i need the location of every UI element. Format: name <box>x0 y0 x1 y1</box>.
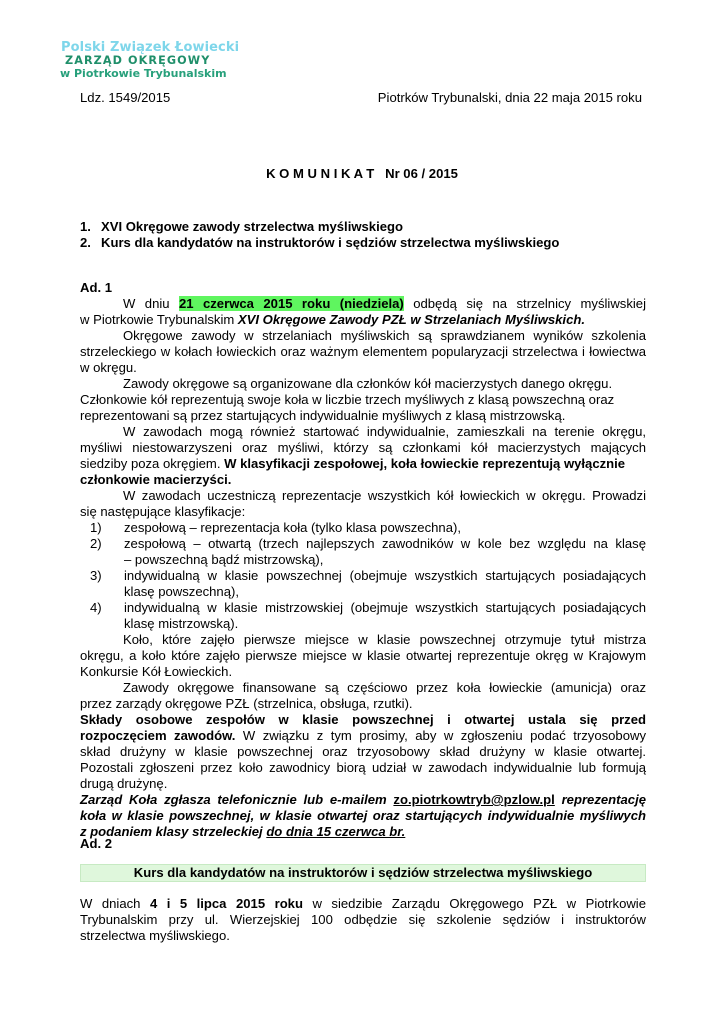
ad1-p5-line1: W zawodach uczestniczą reprezentacje wszystkich kół łowieckich w okręgu. Prowadzi <box>123 488 646 503</box>
page-title: K O M U N I K A T Nr 06 / 2015 <box>266 166 458 181</box>
event-date: 21 czerwca 2015 roku (niedziela) <box>178 296 404 311</box>
ad1-p6-line3: Konkursie Kół Łowieckich. <box>80 664 233 679</box>
ad1-p9-line2: koła w klasie powszechnej, w klasie otwartej oraz startujących indywidualnie myśliwych <box>80 808 646 823</box>
topic-1-text: XVI Okręgowe zawody strzelectwa myśliwskiego <box>101 219 404 234</box>
ad1-p3-line1: Zawody okręgowe są organizowane dla członków kół macierzystych danego okręgu. <box>123 376 613 391</box>
ad2-heading: Ad. 2 <box>80 836 113 851</box>
class-2-text-cont: – powszechną bądź mistrzowską), <box>124 552 324 567</box>
class-2-number: 2) <box>90 536 102 551</box>
ad1-p3-line3: reprezentowani są przez startujących indywidualnie myśliwych z klasą mistrzowską. <box>80 408 566 423</box>
ad1-p4-line3: siedziby poza okręgiem. W klasyfikacji zespołowej, koła łowieckie reprezentują wyłącznie <box>80 456 626 471</box>
class-4-number: 4) <box>90 600 102 615</box>
ad1-p4-line4: członkowie macierzyści. <box>80 472 232 487</box>
class-1-text: zespołową – reprezentacja koła (tylko klasa powszechna), <box>124 520 461 535</box>
ad1-p5-line2: się następujące klasyfikacje: <box>80 504 246 519</box>
ad1-p8-line4: Pozostali zgłoszeni przez koło zawodnicy biorą udział w zawodach indywidualnie lub formują <box>80 760 646 775</box>
ad1-p8-line2: rozpoczęciem zawodów. W związku z tym prosimy, aby w zgłoszeniu podać trzyosobowy <box>80 728 647 743</box>
ad1-heading: Ad. 1 <box>80 280 113 295</box>
ad1-p6-line2: okręgu, a koło które zajęło pierwsze miejsce w klasie otwartej reprezentuje okręg w Krajowym <box>80 648 646 663</box>
class-4-text-cont: klasę mistrzowską). <box>124 616 239 631</box>
topic-2-text: Kurs dla kandydatów na instruktorów i sędziów strzelectwa myśliwskiego <box>101 235 560 250</box>
ad1-p1-line1: W dniu 21 czerwca 2015 roku (niedziela) odbędą się na strzelnicy myśliwskiej <box>123 296 646 311</box>
place-date: Piotrków Trybunalski, dnia 22 maja 2015 roku <box>377 90 642 105</box>
ad1-p9-line1: Zarząd Koła zgłasza telefonicznie lub e-mailem zo.piotrkowtryb@pzlow.pl reprezentację <box>80 792 646 807</box>
class-4-text: indywidualną w klasie mistrzowskiej (obejmuje wszystkich startujących posiadających <box>124 600 646 615</box>
class-2-text: zespołową – otwartą (trzech najlepszych zawodników w kole bez względu na klasę <box>124 536 646 551</box>
class-3-text: indywidualną w klasie powszechnej (obejmuje wszystkich startujących posiadających <box>124 568 646 583</box>
class-3-number: 3) <box>90 568 102 583</box>
class-3-text-cont: klasę powszechną), <box>124 584 239 599</box>
ad2-line2: Trybunalskim przy ul. Wierzejskiej 100 odbędzie się szkolenie sędziów i instruktorów <box>80 912 646 927</box>
ad1-p1-line2: w Piotrkowie Trybunalskim XVI Okręgowe Zawody PZŁ w Strzelaniach Myśliwskich. <box>80 312 585 327</box>
logo-line-2: ZARZĄD OKRĘGOWY <box>65 54 211 67</box>
class-1-number: 1) <box>90 520 102 535</box>
ad1-p7-line2: przez zarządy okręgowe PZŁ (strzelnica, obsługa, rzutki). <box>80 696 413 711</box>
ad1-p8-line1: Składy osobowe zespołów w klasie powszechnej i otwartej ustala się przed <box>80 712 646 727</box>
ad1-p8-line3: skład drużyny w klasie powszechnej oraz trzyosobowy skład drużyny w klasie otwartej. <box>80 744 646 759</box>
ad1-p4-line1: W zawodach mogą również startować indywidualnie, zamieszkali na terenie okręgu, <box>123 424 646 439</box>
reference-number: Ldz. 1549/2015 <box>80 90 171 105</box>
ad1-p4-line2: myśliwi niestowarzyszeni oraz myśliwi, którzy są członkami kół macierzystych mających <box>80 440 646 455</box>
topic-1-number: 1. <box>80 219 91 234</box>
ad2-title: Kurs dla kandydatów na instruktorów i sędziów strzelectwa myśliwskiego <box>133 865 593 880</box>
ad2-line3: strzelectwa myśliwskiego. <box>80 928 230 943</box>
logo-line-1: Polski Związek Łowiecki <box>61 40 240 55</box>
ad1-p9-line3: z podaniem klasy strzeleckiej do dnia 15 czerwca br. <box>80 824 406 839</box>
ad2-title-bar <box>80 864 646 882</box>
topic-2-number: 2. <box>80 235 91 250</box>
ad1-p3-line2: Członkowie kół reprezentują swoje koła w liczbie trzech myśliwych z klasą powszechną oraz <box>80 392 615 407</box>
ad2-line1: W dniach 4 i 5 lipca 2015 roku w siedzibie Zarządu Okręgowego PZŁ w Piotrkowie <box>80 896 646 911</box>
deadline: do dnia 15 czerwca br. <box>266 824 406 839</box>
ad1-p2: Okręgowe zawody w strzelaniach myśliwskich są sprawdzianem wyników szkolenia strzeleckiego w kołach łowieckich oraz ważnym elementem popularyzacji strzelectwa i łowiectwa w okręgu. <box>80 328 646 375</box>
logo-line-3: w Piotrkowie Trybunalskim <box>60 67 227 80</box>
ad1-p7-line1: Zawody okręgowe finansowane są częściowo przez koła łowieckie (amunicja) oraz <box>123 680 646 695</box>
event-name: XVI Okręgowe Zawody PZŁ w Strzelaniach Myśliwskich. <box>237 312 585 327</box>
ad1-p6-line1: Koło, które zajęło pierwsze miejsce w klasie powszechnej otrzymuje tytuł mistrza <box>123 632 646 647</box>
email-link[interactable]: zo.piotrkowtryb@pzlow.pl <box>393 792 555 807</box>
ad1-p8-line5: drugą drużynę. <box>80 776 168 791</box>
